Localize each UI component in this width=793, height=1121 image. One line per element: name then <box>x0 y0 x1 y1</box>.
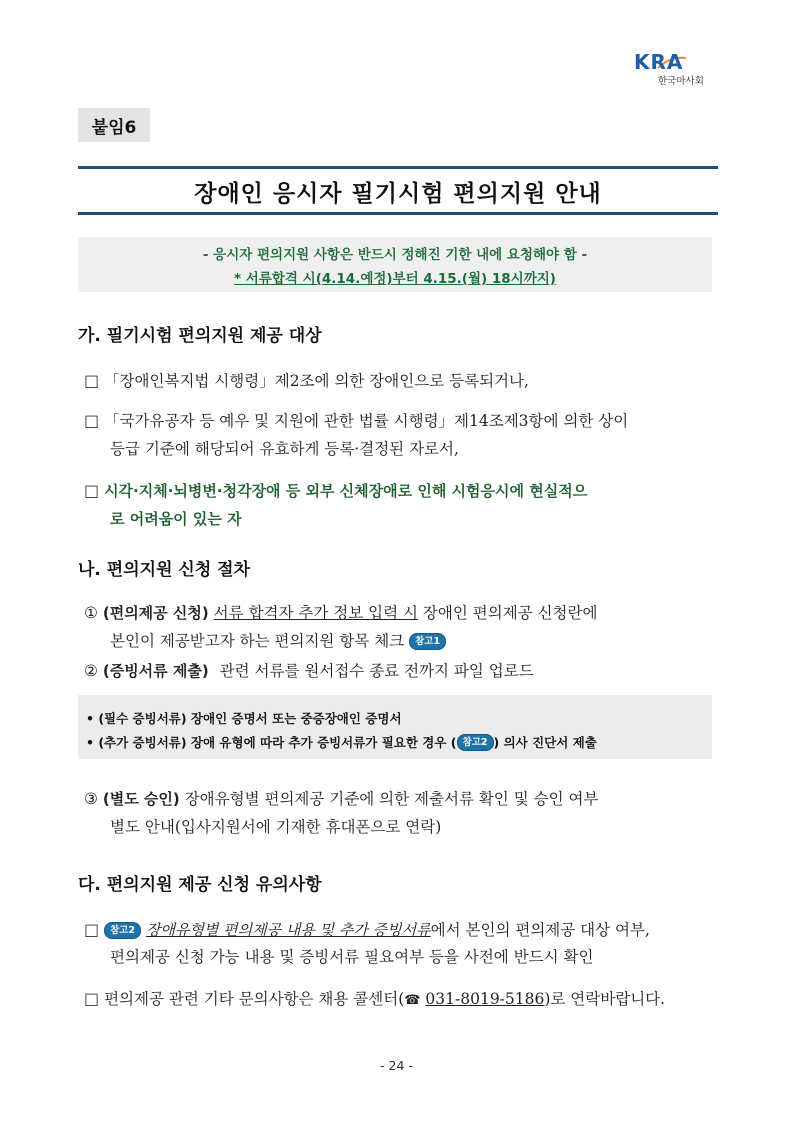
section-c-item1: □ 참고2 장애유형별 편의제공 내용 및 추가 증빙서류에서 본인의 편의제공 대상 여부, <box>84 920 650 939</box>
ref1-badge[interactable]: 참고1 <box>409 633 446 650</box>
section-a-item3-cont: 로 어려움이 있는 자 <box>110 510 242 528</box>
step2: ② (증빙서류 제출) 관련 서류를 원서접수 종료 전까지 파일 업로드 <box>84 662 534 680</box>
checkbox-icon: □ <box>84 989 100 1008</box>
ref2-badge[interactable]: 참고2 <box>457 734 494 751</box>
checkbox-icon: □ <box>84 481 100 500</box>
kra-logo <box>628 50 708 90</box>
section-b-heading: 나. 편의지원 신청 절차 <box>78 560 251 580</box>
ref2-link[interactable]: 장애유형별 편의제공 내용 및 추가 증빙서류 <box>145 921 431 939</box>
page-number: - 24 - <box>380 1058 413 1073</box>
section-a-heading: 가. 필기시험 편의지원 제공 대상 <box>78 326 322 346</box>
checkbox-icon: □ <box>84 411 100 430</box>
section-c-item2: □ 편의제공 관련 기타 문의사항은 채용 콜센터(☎ 031-8019-5186)로 연락바랍니다. <box>84 989 666 1008</box>
attachment-badge: 붙임6 <box>78 108 150 142</box>
section-c-item1-cont: 편의제공 신청 가능 내용 및 증빙서류 필요여부 등을 사전에 반드시 확인 <box>110 948 594 966</box>
section-c-heading: 다. 편의지원 제공 신청 유의사항 <box>78 875 322 895</box>
logo-subtitle: 한국마사회 <box>658 76 704 87</box>
section-a-item1: □ 「장애인복지법 시행령」제2조에 의한 장애인으로 등록되거나, <box>84 371 529 390</box>
evidence-required: • (필수 증빙서류) 장애인 증명서 또는 중증장애인 증명서 <box>86 711 402 726</box>
section-a-item2-cont: 등급 기준에 해당되어 유효하게 등록·결정된 자로서, <box>110 440 459 458</box>
step3: ③ (별도 승인) 장애유형별 편의제공 기준에 의한 제출서류 확인 및 승인 여부 <box>84 790 599 808</box>
deadline-notice <box>78 237 712 292</box>
checkbox-icon: □ <box>84 371 100 390</box>
title-top-line <box>78 166 718 169</box>
step1-cont: 본인이 제공받고자 하는 편의지원 항목 체크 참고1 <box>110 629 446 651</box>
title-bottom-line <box>78 212 718 215</box>
section-a-item2: □ 「국가유공자 등 예우 및 지원에 관한 법률 시행령」제14조제3항에 의한 상이 <box>84 411 629 430</box>
ref2-badge[interactable]: 참고2 <box>104 922 141 939</box>
logo-mark: KRA <box>634 50 684 74</box>
notice-line2: * 서류합격 시(4.14.예정)부터 4.15.(월) 18시까지) <box>234 271 556 287</box>
step3-cont: 별도 안내(입사지원서에 기재한 휴대폰으로 연락) <box>110 818 442 836</box>
notice-line1: - 응시자 편의지원 사항은 반드시 정해진 기한 내에 요청해야 함 - <box>202 247 588 263</box>
phone-icon: ☎ <box>404 993 421 1008</box>
step1: ① (편의제공 신청) 서류 합격자 추가 정보 입력 시 장애인 편의제공 신청란에 <box>84 604 598 622</box>
section-a-item3: □ 시각·지체·뇌병변·청각장애 등 외부 신체장애로 인해 시험응시에 현실적으 <box>84 481 588 500</box>
evidence-box <box>78 695 712 759</box>
callcenter-phone[interactable]: 031-8019-5186 <box>425 990 545 1008</box>
checkbox-icon: □ <box>84 920 100 939</box>
evidence-additional: • (추가 증빙서류) 장애 유형에 따라 추가 증빙서류가 필요한 경우 ( 참고2 ) 의사 진단서 제출 <box>86 735 597 750</box>
page-title: 장애인 응시자 필기시험 편의지원 안내 <box>194 180 602 207</box>
